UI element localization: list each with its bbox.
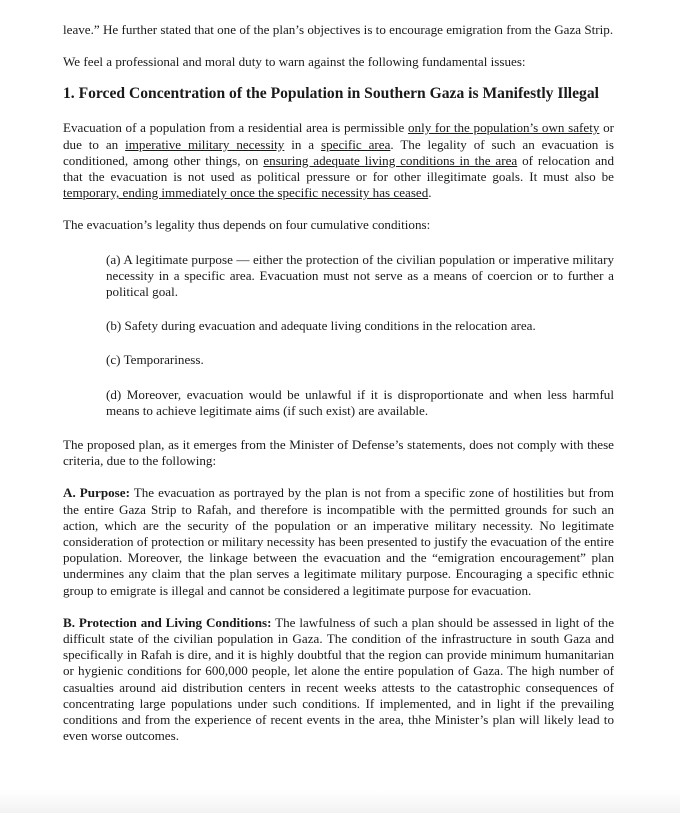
evac-underline-3: specific area: [320, 136, 391, 152]
evacuation-paragraph: [63, 120, 614, 201]
condition-c: (c) Temporariness.: [106, 352, 204, 368]
evac-text-2: or due to an: [63, 120, 614, 152]
intro-paragraph: leave.” He further stated that one of the plan’s objectives is to encourage emigration from the Gaza Strip.: [63, 22, 614, 37]
evac-text-1: Evacuation of a population from a residential area is permissible: [63, 120, 408, 136]
evac-text-3: in a: [284, 136, 321, 152]
evac-text-5: of relocation and that the evacuation is not used as political pressure or for other illegitimate goals. It must also be: [63, 152, 614, 185]
condition-a: (a) A legitimate purpose — either the protection of the civilian population or imperative military necessity in a specific area. Evacuation must not serve as a means of coercion or to further a political goal.: [106, 251, 614, 300]
purpose-paragraph: [63, 485, 614, 598]
protection-text: The lawfulness of such a plan should be assessed in light of the difficult state of the civilian population in Gaza. The condition of the infrastructure in south Gaza and specifically in Rafah is dire, and it is highly doubtful that the region can provide minimum humanitarian or hygienic conditions for 600,000 people, let alone the entire population of Gaza. The high number of casualties around aid distribution centers in recent weeks attests to the catastrophic consequences of concentrating large populations under such conditions. If implemented, and in light if the prevailing conditions and from the experience of recent events in the area, thhe Minister’s plan will likely lead to even worse outcomes.: [63, 614, 615, 744]
section-heading: 1. Forced Concentration of the Population in Southern Gaza is Manifestly Illegal: [63, 85, 599, 103]
evac-text-6: .: [428, 185, 432, 201]
page-bottom-shadow: [0, 791, 680, 813]
protection-paragraph: [63, 615, 614, 745]
condition-b: (b) Safety during evacuation and adequate living conditions in the relocation area.: [106, 318, 536, 334]
protection-label: B. Protection and Living Conditions:: [63, 614, 272, 630]
evac-text-4: . The legality of such an evacuation is conditioned, among other things, on: [63, 136, 614, 168]
purpose-label: A. Purpose:: [63, 485, 130, 501]
evac-underline-1: only for the population’s own safety: [407, 120, 600, 136]
purpose-text: The evacuation as portrayed by the plan is not from a specific zone of hostilities but from the entire Gaza Strip to Rafah, and therefore is incompatible with the permitted grounds for such an action, which are the security of the population or an imperative military necessity. No legitimate consideration of protection or military necessity has been presented to justify the evacuation of the entire population. Moreover, the linkage between the evacuation and the “emigration encouragement” plan undermines any claim that the plan serves a legitimate military purpose. Encouraging a specific ethnic group to emigrate is illegal and cannot be considered a legitimate purpose for evacuation.: [63, 485, 614, 598]
document-body: [63, 22, 614, 745]
evac-underline-4: ensuring adequate living conditions in the area: [263, 152, 518, 168]
conditions-intro: The evacuation’s legality thus depends on four cumulative conditions:: [63, 217, 431, 233]
warning-paragraph: We feel a professional and moral duty to warn against the following fundamental issues:: [63, 54, 526, 70]
evac-underline-5: temporary, ending immediately once the specific necessity has ceased: [63, 185, 429, 201]
evac-underline-2: imperative military necessity: [125, 136, 285, 152]
plan-paragraph: The proposed plan, as it emerges from the Minister of Defense’s statements, does not comply with these criteria, due to the following:: [63, 437, 614, 469]
condition-d: (d) Moreover, evacuation would be unlawful if it is disproportionate and when less harmful means to achieve legitimate aims (if such exist) are available.: [106, 386, 614, 418]
